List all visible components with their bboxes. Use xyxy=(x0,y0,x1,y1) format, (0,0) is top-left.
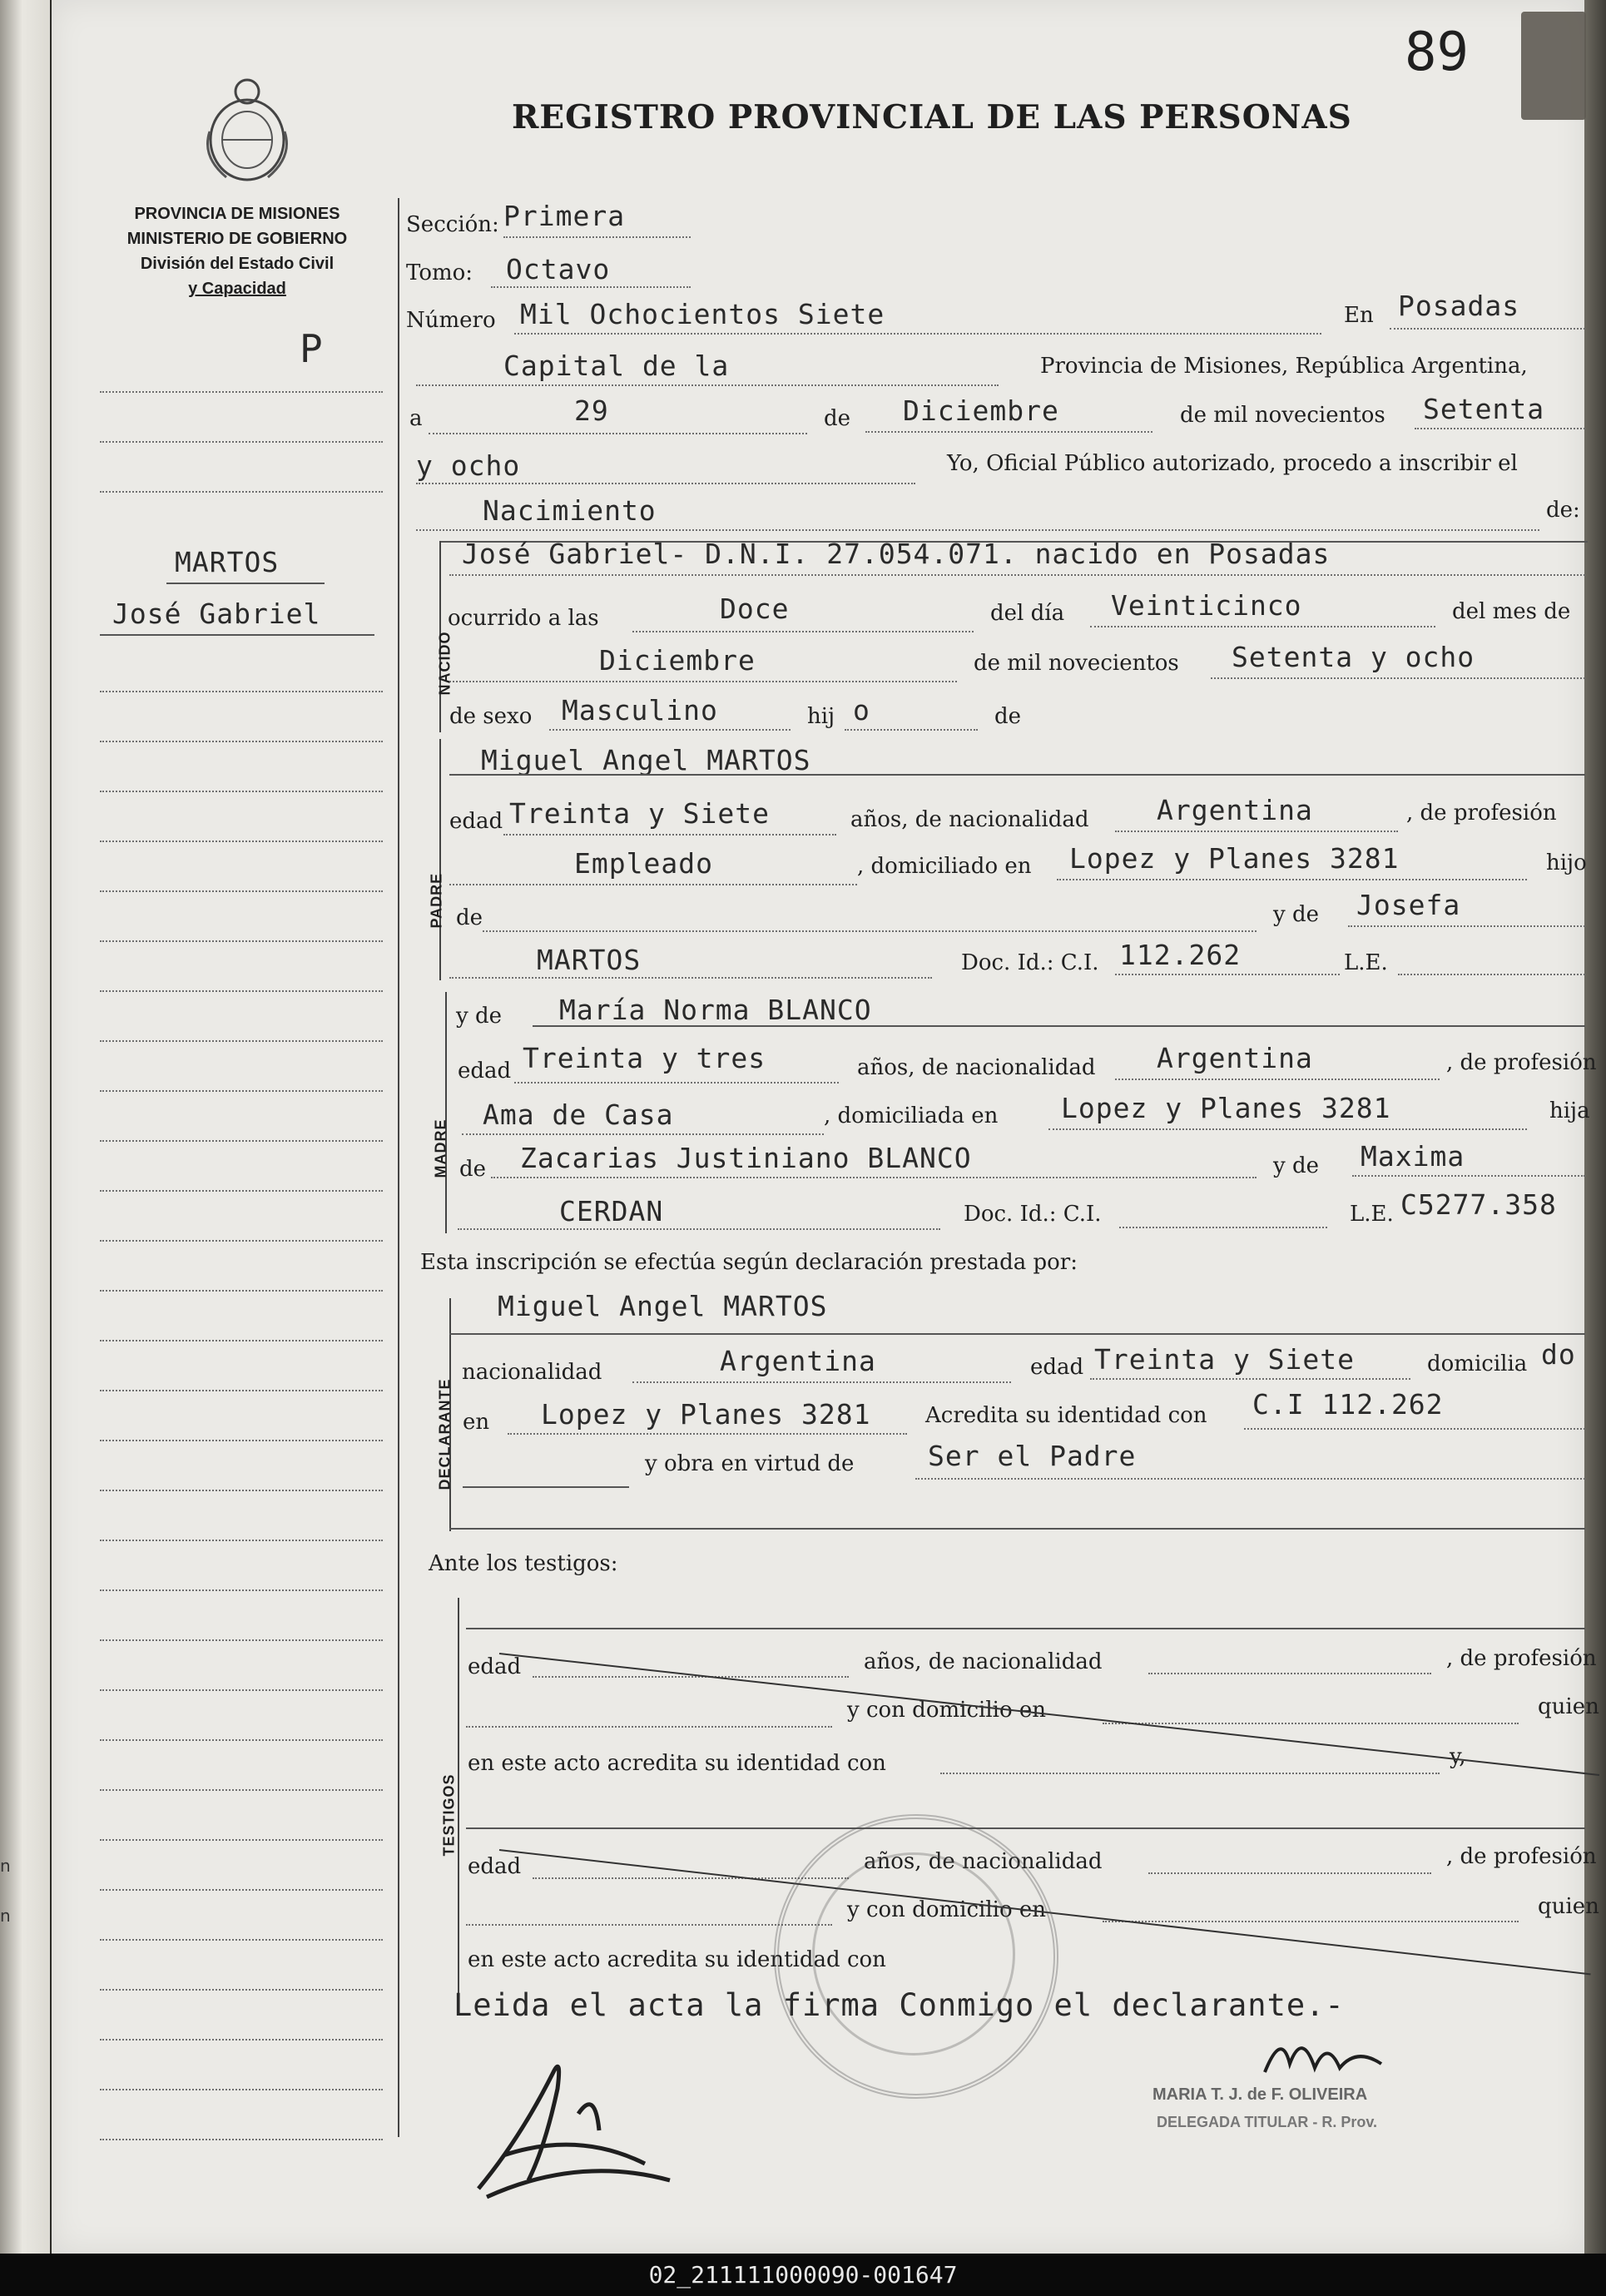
mother-le-value: C5277.358 xyxy=(1400,1188,1557,1221)
margin-letter: P xyxy=(300,326,324,371)
margin-ruled-line xyxy=(100,841,383,842)
margin-underline xyxy=(100,634,374,636)
witness2-edad-label: edad xyxy=(468,1854,522,1879)
margin-given-names: José Gabriel xyxy=(112,598,321,630)
birth-day: Veinticinco xyxy=(1111,589,1302,622)
mother-hija-label: hija xyxy=(1549,1098,1590,1123)
margin-ruled-line xyxy=(100,1090,383,1092)
section-declarante: DECLARANTE xyxy=(436,1378,454,1490)
margin-ruled-line xyxy=(100,1989,383,1991)
declarante-id: C.I 112.262 xyxy=(1252,1388,1444,1421)
father-address: Lopez y Planes 3281 xyxy=(1069,842,1400,875)
tomo-label: Tomo: xyxy=(406,260,473,285)
official-text: Yo, Oficial Público autorizado, procedo a inscribir el xyxy=(947,451,1518,476)
en-value: Posadas xyxy=(1398,290,1520,322)
margin-ruled-line xyxy=(100,2039,383,2041)
witness2-prof-label: , de profesión xyxy=(1446,1844,1597,1869)
section-nacido: NACIDO xyxy=(436,631,454,696)
father-prof-label: , de profesión xyxy=(1406,801,1557,826)
date-de-label: de xyxy=(824,406,851,431)
margin-ruled-line xyxy=(100,1639,383,1641)
mes-label: del mes de xyxy=(1452,599,1571,624)
closing-text: Leida el acta la firma Conmigo el declarante.- xyxy=(454,1987,1345,2023)
declarante-nac-label: nacionalidad xyxy=(462,1360,602,1385)
mother-nac-label: años, de nacionalidad xyxy=(857,1055,1096,1080)
act-type: Nacimiento xyxy=(483,494,657,527)
official-role: DELEGADA TITULAR - R. Prov. xyxy=(1157,2114,1377,2130)
witness1-quien-label: quien xyxy=(1538,1694,1599,1719)
declarante-address: Lopez y Planes 3281 xyxy=(541,1398,871,1431)
birth-hour: Doce xyxy=(720,593,790,625)
ocurrido-label: ocurrido a las xyxy=(448,606,599,631)
margin-ruled-line xyxy=(100,1839,383,1841)
file-id: 02_211111000090-001647 xyxy=(648,2261,958,2289)
mother-y-de2-label: y de xyxy=(1273,1153,1319,1178)
date-month: Diciembre xyxy=(903,394,1059,427)
birth-month: Diciembre xyxy=(599,644,756,677)
a-label: a xyxy=(409,406,423,431)
folder-tab xyxy=(1521,12,1586,120)
witness1-dom-label: y con domicilio en xyxy=(847,1698,1047,1723)
testigos-intro: Ante los testigos: xyxy=(429,1551,618,1576)
section-madre: MADRE xyxy=(432,1118,449,1178)
declarante-acredita-label: Acredita su identidad con xyxy=(925,1403,1207,1428)
declarante-age: Treinta y Siete xyxy=(1094,1343,1356,1376)
margin-ruled-line xyxy=(100,1290,383,1292)
mother-address: Lopez y Planes 3281 xyxy=(1061,1092,1391,1124)
place-value: Capital de la xyxy=(503,350,730,382)
father-nationality: Argentina xyxy=(1157,794,1313,826)
father-profession: Empleado xyxy=(574,847,713,880)
section-testigos: TESTIGOS xyxy=(440,1773,458,1857)
margin-ruled-line xyxy=(100,1390,383,1391)
paternal-grandmother-surname: MARTOS xyxy=(537,944,642,976)
father-le-label: L.E. xyxy=(1344,950,1388,975)
margin-ruled-line xyxy=(100,2139,383,2140)
margin-ruled-line xyxy=(100,1589,383,1591)
issuing-authority xyxy=(83,201,391,301)
mother-de-label: de xyxy=(459,1157,487,1182)
witness1-nac-label: años, de nacionalidad xyxy=(864,1649,1103,1674)
mother-name: María Norma BLANCO xyxy=(559,994,872,1026)
hij-de-label: de xyxy=(994,704,1022,729)
margin-ruled-line xyxy=(100,1190,383,1192)
margin-ruled-line xyxy=(100,1340,383,1341)
declarante-dom-label: domicilia xyxy=(1427,1351,1528,1376)
hij-value: o xyxy=(853,694,870,726)
mother-y-de-label: y de xyxy=(456,1004,502,1029)
father-doc-value: 112.262 xyxy=(1119,939,1242,971)
numero-value: Mil Ochocientos Siete xyxy=(520,298,885,330)
seccion-label: Sección: xyxy=(406,212,499,237)
left-page-mark: n xyxy=(0,1856,11,1876)
mother-nationality: Argentina xyxy=(1157,1042,1313,1074)
file-id-bar xyxy=(0,2254,1606,2296)
authority-province: PROVINCIA DE MISIONES xyxy=(134,205,340,223)
margin-ruled-line xyxy=(100,491,383,493)
declarante-virtud-value: Ser el Padre xyxy=(928,1440,1137,1472)
declarante-name: Miguel Angel MARTOS xyxy=(498,1290,828,1322)
declarante-edad-label: edad xyxy=(1030,1355,1084,1380)
tomo-value: Octavo xyxy=(506,253,611,285)
father-name: Miguel Angel MARTOS xyxy=(481,744,811,776)
witness1-prof-label: , de profesión xyxy=(1446,1646,1597,1671)
margin-ruled-line xyxy=(100,2089,383,2090)
birth-year: Setenta y ocho xyxy=(1232,641,1475,673)
official-signature-icon xyxy=(1257,2022,1390,2089)
mother-profession: Ama de Casa xyxy=(483,1098,674,1131)
margin-ruled-line xyxy=(100,1739,383,1741)
paternal-grandmother: Josefa xyxy=(1356,889,1461,921)
declarante-en-label: en xyxy=(463,1410,490,1435)
hij-label: hij xyxy=(807,704,835,729)
father-dom-label: , domiciliado en xyxy=(857,854,1032,879)
margin-ruled-line xyxy=(100,990,383,992)
mother-prof-label: , de profesión xyxy=(1446,1050,1597,1075)
witness2-acredita-label: en este acto acredita su identidad con xyxy=(468,1947,886,1972)
date-day: 29 xyxy=(574,394,609,427)
left-facing-page xyxy=(0,0,50,2255)
margin-ruled-line xyxy=(100,741,383,742)
margin-ruled-line xyxy=(100,791,383,792)
margin-ruled-line xyxy=(100,391,383,393)
birth-year-label: de mil novecientos xyxy=(974,651,1179,676)
sexo-value: Masculino xyxy=(562,694,718,726)
margin-ruled-line xyxy=(100,1689,383,1691)
maternal-grandmother-surname: CERDAN xyxy=(559,1195,664,1227)
margin-ruled-line xyxy=(100,1440,383,1441)
witness1-y-label: y, xyxy=(1450,1744,1466,1769)
declarante-virtud-label: y obra en virtud de xyxy=(645,1451,855,1476)
father-edad-label: edad xyxy=(449,809,503,834)
mother-edad-label: edad xyxy=(458,1059,512,1084)
father-doc-label: Doc. Id.: C.I. xyxy=(961,950,1099,975)
province-text: Provincia de Misiones, República Argentina, xyxy=(1040,354,1528,379)
del-dia-label: del día xyxy=(990,601,1065,626)
official-seal-stamp xyxy=(774,1814,1058,2099)
father-hijo-label: hijo xyxy=(1546,850,1587,875)
father-nac-label: años, de nacionalidad xyxy=(850,807,1089,832)
document-title: REGISTRO PROVINCIAL DE LAS PERSONAS xyxy=(512,98,1352,136)
form-divider xyxy=(398,198,399,2137)
authority-capacity: y Capacidad xyxy=(188,280,286,298)
witness2-dom-label: y con domicilio en xyxy=(847,1897,1047,1922)
declarante-nationality: Argentina xyxy=(720,1345,876,1377)
margin-ruled-line xyxy=(100,1490,383,1491)
margin-ruled-line xyxy=(100,1939,383,1941)
margin-ruled-line xyxy=(100,441,383,443)
margin-ruled-line xyxy=(100,890,383,892)
margin-ruled-line xyxy=(100,1889,383,1891)
father-y-de-label: y de xyxy=(1273,902,1319,927)
page-number: 89 xyxy=(1405,22,1470,83)
mother-dom-label: , domiciliada en xyxy=(824,1103,999,1128)
witness2-nac-label: años, de nacionalidad xyxy=(864,1849,1103,1874)
witness1-acredita-label: en este acto acredita su identidad con xyxy=(468,1751,886,1776)
official-name: MARIA T. J. de F. OLIVEIRA xyxy=(1152,2085,1368,2104)
year-value-2: y ocho xyxy=(416,449,521,482)
margin-ruled-line xyxy=(100,1789,383,1791)
coat-of-arms-icon xyxy=(201,73,293,188)
father-de-label: de xyxy=(456,905,483,930)
maternal-grandmother: Maxima xyxy=(1361,1140,1465,1173)
section-padre: PADRE xyxy=(428,872,445,929)
authority-division: División del Estado Civil xyxy=(140,255,335,273)
de-colon-label: de: xyxy=(1546,498,1580,523)
margin-ruled-line xyxy=(100,1040,383,1042)
margin-ruled-line xyxy=(100,691,383,692)
witness1-edad-label: edad xyxy=(468,1654,522,1679)
sexo-label: de sexo xyxy=(449,704,533,729)
year-label: de mil novecientos xyxy=(1180,403,1385,428)
margin-ruled-line xyxy=(100,1540,383,1541)
en-label: En xyxy=(1344,303,1374,328)
left-page-mark: n xyxy=(0,1906,11,1926)
mother-doc-label: Doc. Id.: C.I. xyxy=(964,1202,1102,1227)
declarante-dom-suffix: do xyxy=(1541,1338,1576,1371)
mother-age: Treinta y tres xyxy=(523,1042,766,1074)
father-age: Treinta y Siete xyxy=(509,797,771,830)
seccion-value: Primera xyxy=(503,200,626,232)
maternal-grandfather: Zacarias Justiniano BLANCO xyxy=(520,1142,972,1174)
margin-ruled-line xyxy=(100,1240,383,1242)
child-name: José Gabriel- D.N.I. 27.054.071. nacido en Posadas xyxy=(462,538,1331,570)
margin-surname: MARTOS xyxy=(175,546,280,578)
year-value-1: Setenta xyxy=(1423,393,1545,425)
margin-ruled-line xyxy=(100,940,383,942)
declarante-intro: Esta inscripción se efectúa según declaración prestada por: xyxy=(420,1250,1078,1275)
mother-le-label: L.E. xyxy=(1350,1202,1394,1227)
declarante-signature-icon xyxy=(454,2039,695,2205)
authority-ministry: MINISTERIO DE GOBIERNO xyxy=(126,230,348,248)
numero-label: Número xyxy=(406,308,496,333)
margin-ruled-line xyxy=(100,1140,383,1142)
witness2-quien-label: quien xyxy=(1538,1894,1599,1919)
margin-underline xyxy=(166,583,325,584)
